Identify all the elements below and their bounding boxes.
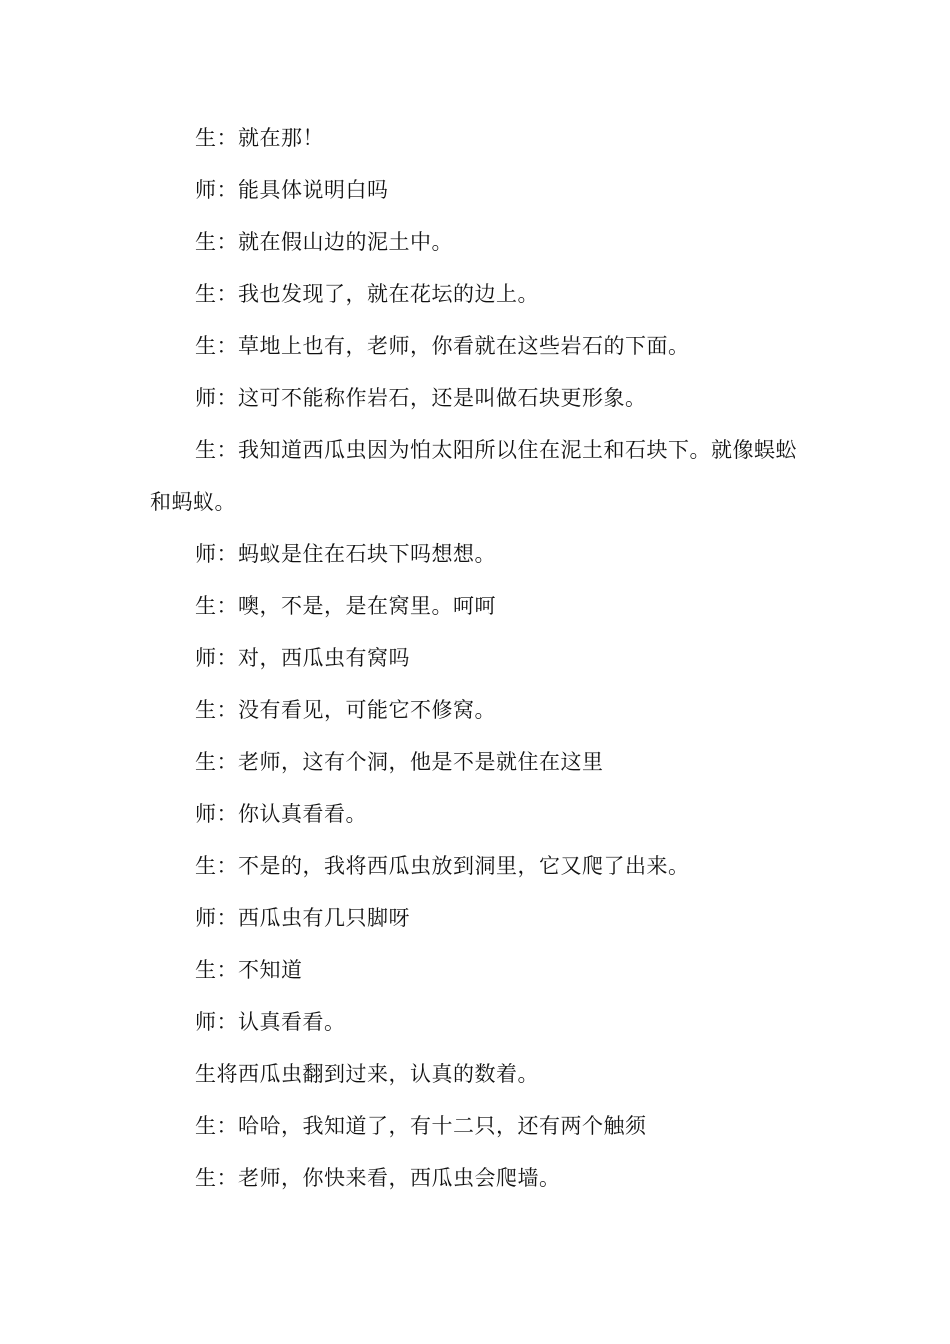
paragraph-4: 生：我也发现了，就在花坛的边上。 <box>195 282 539 306</box>
paragraph-9: 生：噢，不是，是在窝里。呵呵 <box>195 594 496 618</box>
paragraph-7: 生：我知道西瓜虫因为怕太阳所以住在泥土和石块下。就像蜈蚣和蚂蚁。 <box>150 438 797 514</box>
paragraph-3: 生：就在假山边的泥土中。 <box>195 230 453 254</box>
paragraph-19: 生：哈哈，我知道了，有十二只，还有两个触须 <box>195 1114 647 1138</box>
paragraph-13: 师：你认真看看。 <box>195 802 367 826</box>
paragraph-15: 师：西瓜虫有几只脚呀 <box>195 906 410 930</box>
paragraph-6: 师：这可不能称作岩石，还是叫做石块更形象。 <box>195 386 647 410</box>
paragraph-20: 生：老师，你快来看，西瓜虫会爬墙。 <box>195 1166 561 1190</box>
paragraph-14: 生：不是的，我将西瓜虫放到洞里，它又爬了出来。 <box>195 854 690 878</box>
paragraph-12: 生：老师，这有个洞，他是不是就住在这里 <box>195 750 604 774</box>
paragraph-17: 师：认真看看。 <box>195 1010 346 1034</box>
paragraph-16: 生：不知道 <box>195 958 303 982</box>
paragraph-5: 生：草地上也有，老师，你看就在这些岩石的下面。 <box>195 334 690 358</box>
paragraph-2: 师：能具体说明白吗 <box>195 178 389 202</box>
paragraph-18: 生将西瓜虫翻到过来，认真的数着。 <box>195 1062 539 1086</box>
paragraph-8: 师：蚂蚁是住在石块下吗想想。 <box>195 542 496 566</box>
paragraph-10: 师：对，西瓜虫有窝吗 <box>195 646 410 670</box>
paragraph-11: 生：没有看见，可能它不修窝。 <box>195 698 496 722</box>
document-body <box>150 112 810 1204</box>
paragraph-1: 生：就在那！ <box>195 126 324 150</box>
